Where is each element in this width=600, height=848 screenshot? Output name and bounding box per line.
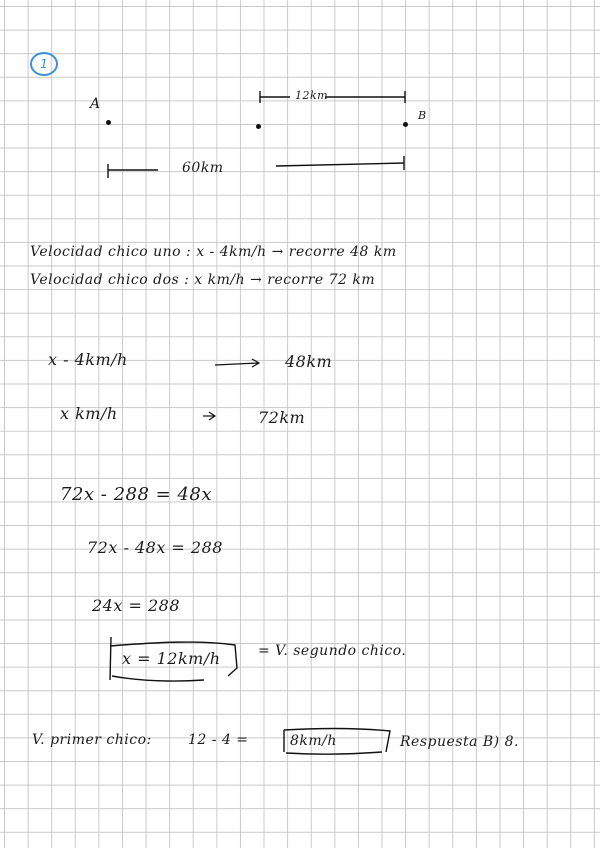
point-mid-dot xyxy=(256,124,261,129)
arrow-2-head xyxy=(209,412,215,420)
proportion-left-1: x - 4km/h xyxy=(48,350,128,369)
point-b-label: B xyxy=(418,109,427,122)
point-a-label: A xyxy=(90,96,101,112)
point-a-dot xyxy=(106,120,111,125)
step-2: 72x - 48x = 288 xyxy=(87,538,223,557)
final-answer: 8km/h xyxy=(290,733,337,749)
result-note: = V. segundo chico. xyxy=(258,643,407,659)
statement-line-2: Velocidad chico dos : x km/h → recorre 72 km xyxy=(30,272,376,288)
proportion-left-2: x km/h xyxy=(60,404,118,423)
final-label: V. primer chico: xyxy=(32,732,152,748)
statement-line-1: Velocidad chico uno : x - 4km/h → recorre 48 km xyxy=(30,244,397,260)
distance-60km-label: 60km xyxy=(182,160,224,176)
proportion-right-1: 48km xyxy=(285,352,333,371)
arrow-1-head xyxy=(252,359,259,367)
arrow-1-line xyxy=(215,363,258,365)
proportion-right-2: 72km xyxy=(258,408,306,427)
segment-60km-right xyxy=(276,163,404,166)
final-expression: 12 - 4 = xyxy=(188,732,249,748)
final-respuesta: Respuesta B) 8. xyxy=(400,734,519,750)
result-value: x = 12km/h xyxy=(122,649,221,668)
problem-number: 1 xyxy=(30,52,58,76)
point-b-dot xyxy=(403,122,408,127)
distance-12km-label: 12km xyxy=(295,89,329,102)
step-1: 72x - 288 = 48x xyxy=(60,484,213,505)
step-3: 24x = 288 xyxy=(92,596,180,615)
